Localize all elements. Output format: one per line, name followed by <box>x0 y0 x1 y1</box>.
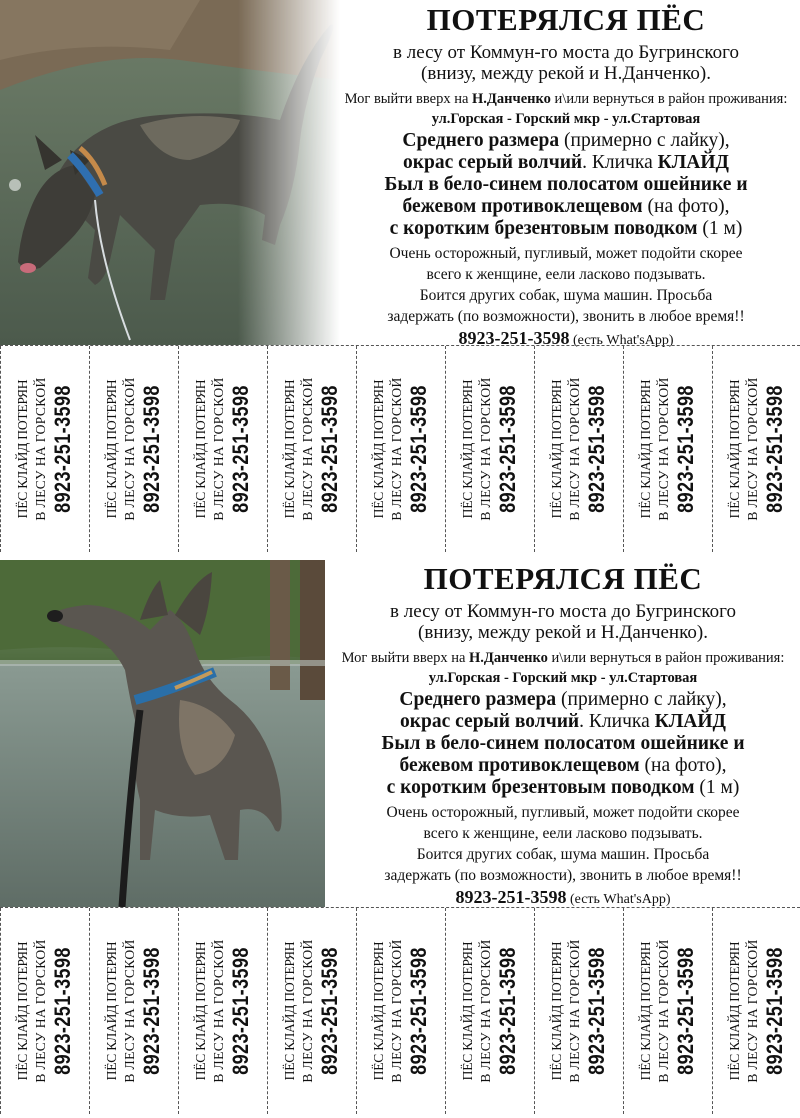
behavior-text: Очень осторожный, пугливый, может подойти скорее всего к женщине, еели ласково подзывать. Боится других собак, шума машин. Просьба задержать (по возможности), звонить в любое время!! <box>384 804 742 884</box>
dog-standing-in-water-photo <box>0 560 325 907</box>
tearoff-strip[interactable]: ПЁС КЛАЙД ПОТЕРЯН В ЛЕСУ НА ГОРСКОЙ 8923-251-3598 <box>356 908 444 1114</box>
route-text: Мог выйти вверх на Н.Данченко и\или вернуться в район проживания: ул.Горская - Горский мкр - ул.Стартовая <box>344 91 788 127</box>
tearoff-strip[interactable]: ПЁС КЛАЙД ПОТЕРЯН В ЛЕСУ НА ГОРСКОЙ 8923-251-3598 <box>89 908 177 1114</box>
tearoff-strip[interactable]: ПЁС КЛАЙД ПОТЕРЯН В ЛЕСУ НА ГОРСКОЙ 8923-251-3598 <box>356 346 444 552</box>
tearoff-strip[interactable]: ПЁС КЛАЙД ПОТЕРЯН В ЛЕСУ НА ГОРСКОЙ 8923-251-3598 <box>534 908 622 1114</box>
tearoff-strip[interactable]: ПЁС КЛАЙД ПОТЕРЯН В ЛЕСУ НА ГОРСКОЙ 8923-251-3598 <box>0 908 88 1114</box>
tearoff-strip[interactable]: ПЁС КЛАЙД ПОТЕРЯН В ЛЕСУ НА ГОРСКОЙ 8923-251-3598 <box>445 346 533 552</box>
dog-in-river-photo <box>0 0 340 345</box>
flyer-title: ПОТЕРЯЛСЯ ПЁС <box>423 561 703 596</box>
tearoff-strip[interactable]: ПЁС КЛАЙД ПОТЕРЯН В ЛЕСУ НА ГОРСКОЙ 8923-251-3598 <box>267 908 355 1114</box>
tearoff-strip[interactable]: ПЁС КЛАЙД ПОТЕРЯН В ЛЕСУ НА ГОРСКОЙ 8923-251-3598 <box>445 908 533 1114</box>
description-text: Среднего размера (примерно с лайку), окрас серый волчий. Кличка КЛАЙД Был в бело-синем полосатом ошейнике и бежевом противоклещевом (на фото), с коротким брезентовым поводком (1 м) <box>381 689 745 798</box>
flyer-bottom <box>0 559 800 1117</box>
tearoff-strip[interactable]: ПЁС КЛАЙД ПОТЕРЯН В ЛЕСУ НА ГОРСКОЙ 8923-251-3598 <box>623 346 711 552</box>
contact-text: 8923-251-3598 (есть What'sApp) <box>458 328 674 348</box>
flyer-text <box>330 559 796 911</box>
tearoff-strip[interactable]: ПЁС КЛАЙД ПОТЕРЯН В ЛЕСУ НА ГОРСКОЙ 8923-251-3598 <box>0 346 88 552</box>
flyer-text <box>336 0 796 352</box>
route-text: Мог выйти вверх на Н.Данченко и\или вернуться в район проживания: ул.Горская - Горский мкр - ул.Стартовая <box>341 650 785 686</box>
tearoff-strip[interactable]: ПЁС КЛАЙД ПОТЕРЯН В ЛЕСУ НА ГОРСКОЙ 8923-251-3598 <box>267 346 355 552</box>
tearoff-strip[interactable]: ПЁС КЛАЙД ПОТЕРЯН В ЛЕСУ НА ГОРСКОЙ 8923-251-3598 <box>178 346 266 552</box>
tearoff-strip[interactable]: ПЁС КЛАЙД ПОТЕРЯН В ЛЕСУ НА ГОРСКОЙ 8923-251-3598 <box>534 346 622 552</box>
tearoff-strips <box>0 345 800 556</box>
phone-number: 8923-251-3598 <box>455 887 567 907</box>
flyer-top <box>0 0 800 558</box>
description-text: Среднего размера (примерно с лайку), окрас серый волчий. Кличка КЛАЙД Был в бело-синем полосатом ошейнике и бежевом противоклещевом (на фото), с коротким брезентовым поводком (1 м) <box>384 130 748 239</box>
contact-text: 8923-251-3598 (есть What'sApp) <box>455 887 671 907</box>
tearoff-strip[interactable]: ПЁС КЛАЙД ПОТЕРЯН В ЛЕСУ НА ГОРСКОЙ 8923-251-3598 <box>623 908 711 1114</box>
tearoff-strip[interactable]: ПЁС КЛАЙД ПОТЕРЯН В ЛЕСУ НА ГОРСКОЙ 8923-251-3598 <box>712 908 800 1114</box>
tearoff-strip[interactable]: ПЁС КЛАЙД ПОТЕРЯН В ЛЕСУ НА ГОРСКОЙ 8923-251-3598 <box>89 346 177 552</box>
behavior-text: Очень осторожный, пугливый, может подойти скорее всего к женщине, еели ласково подзывать. Боится других собак, шума машин. Просьба задержать (по возможности), звонить в любое время!! <box>387 245 745 325</box>
flyer-title: ПОТЕРЯЛСЯ ПЁС <box>426 2 706 37</box>
location-text: в лесу от Коммун-го моста до Бугринского (внизу, между рекой и Н.Данченко). <box>393 42 739 84</box>
tearoff-strips <box>0 907 800 1118</box>
location-text: в лесу от Коммун-го моста до Бугринского (внизу, между рекой и Н.Данченко). <box>390 601 736 643</box>
tearoff-strip[interactable]: ПЁС КЛАЙД ПОТЕРЯН В ЛЕСУ НА ГОРСКОЙ 8923-251-3598 <box>178 908 266 1114</box>
phone-number: 8923-251-3598 <box>458 328 570 348</box>
tearoff-strip[interactable]: ПЁС КЛАЙД ПОТЕРЯН В ЛЕСУ НА ГОРСКОЙ 8923-251-3598 <box>712 346 800 552</box>
